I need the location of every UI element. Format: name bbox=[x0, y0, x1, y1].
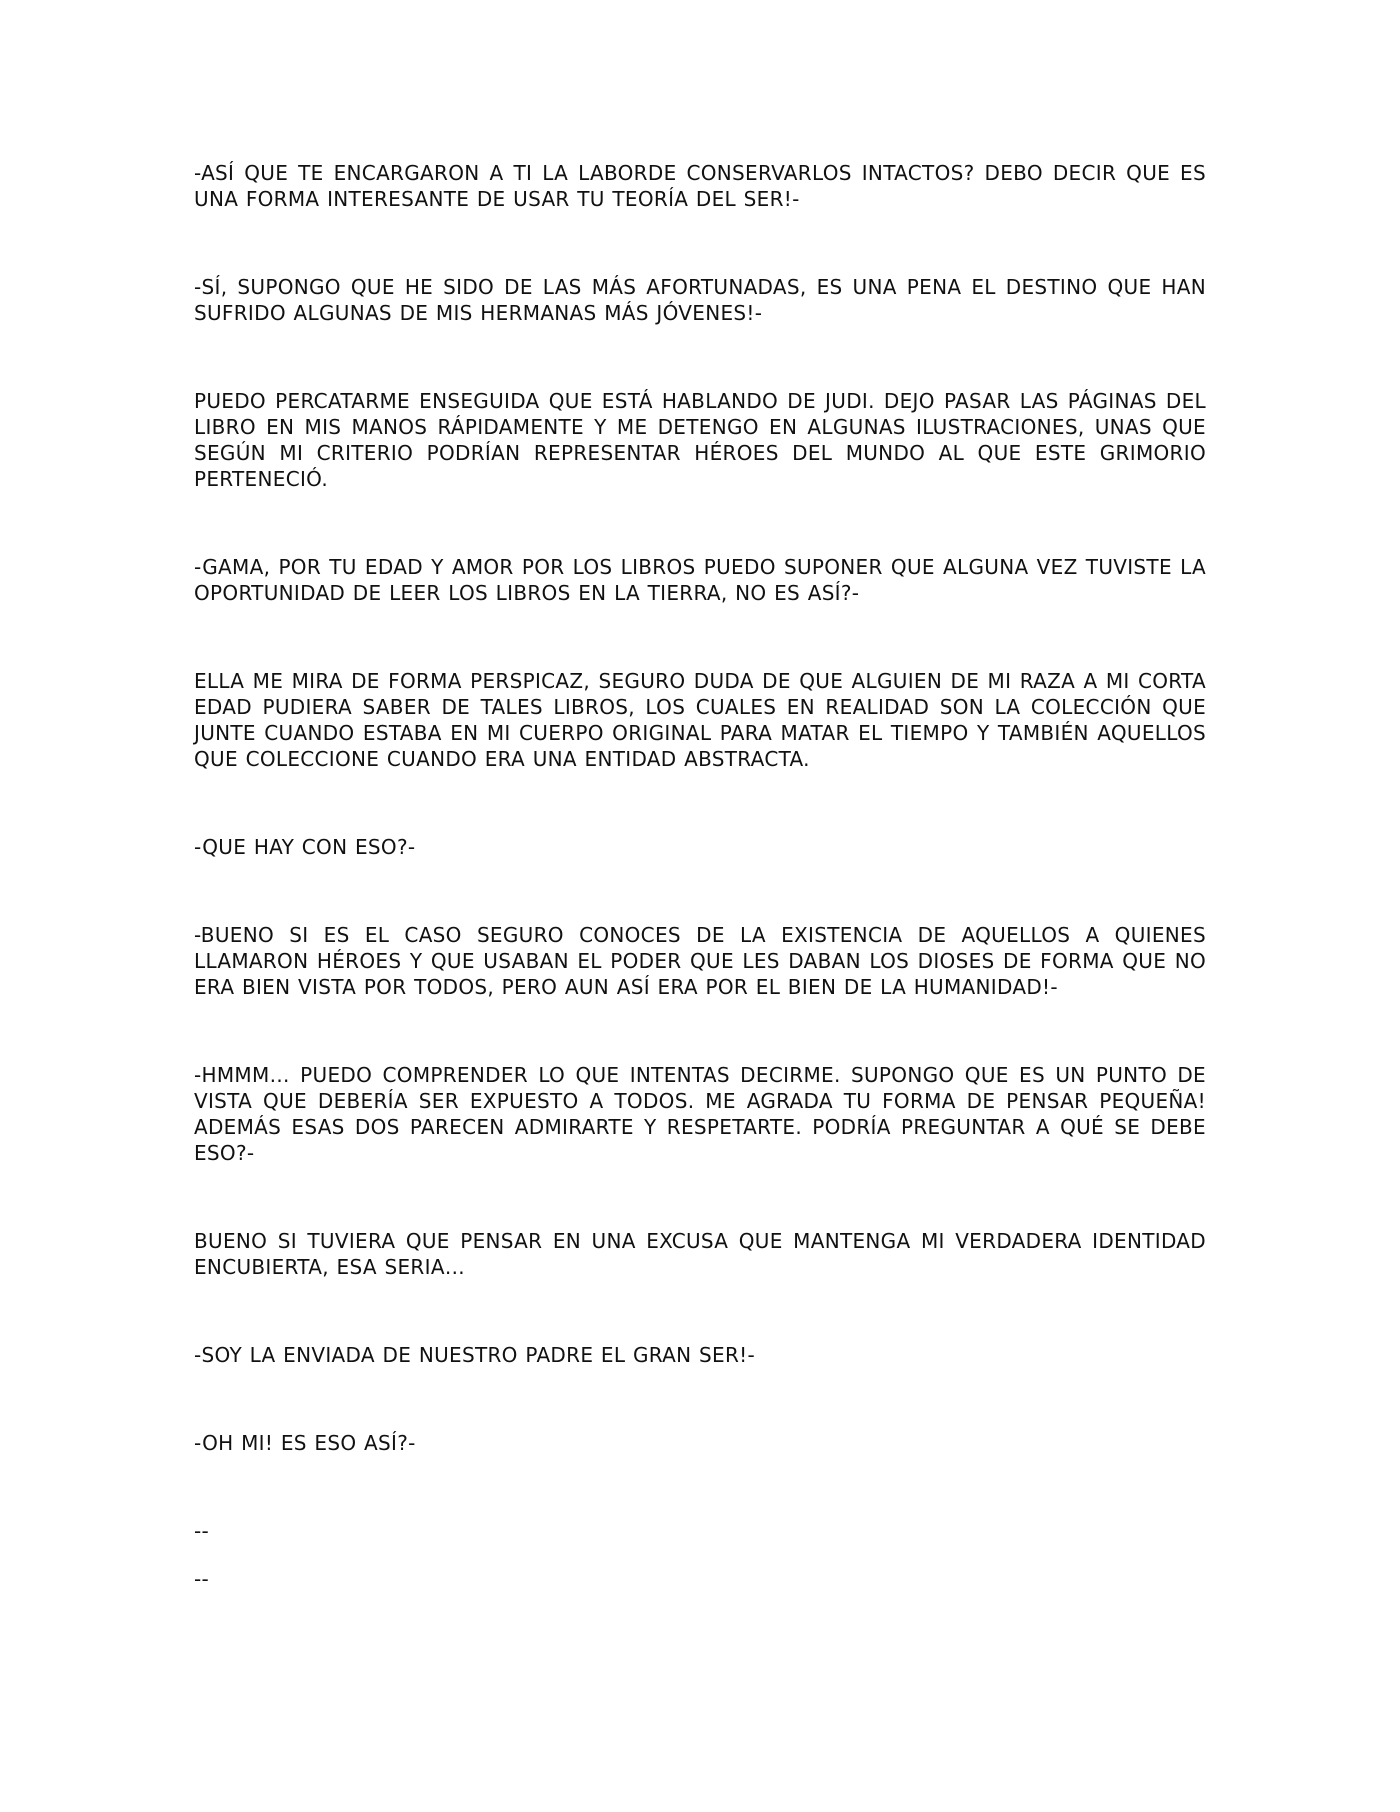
document-body bbox=[194, 160, 1206, 1592]
paragraph: -BUENO SI ES EL CASO SEGURO CONOCES DE LA EXISTENCIA DE AQUELLOS A QUIENES LLAMARON HÉROES Y QUE USABAN EL PODER QUE LES DABAN LOS DIOSES DE FORMA QUE NO ERA BIEN VISTA POR TODOS, PERO AUN ASÍ ERA POR EL BIEN DE LA HUMANIDAD!- bbox=[194, 923, 1206, 999]
section-dash: -- bbox=[194, 1519, 210, 1543]
paragraph: -GAMA, POR TU EDAD Y AMOR POR LOS LIBROS PUEDO SUPONER QUE ALGUNA VEZ TUVISTE LA OPORTUNIDAD DE LEER LOS LIBROS EN LA TIERRA, NO ES ASÍ?- bbox=[194, 555, 1206, 605]
paragraph: ELLA ME MIRA DE FORMA PERSPICAZ, SEGURO DUDA DE QUE ALGUIEN DE MI RAZA A MI CORTA EDAD PUDIERA SABER DE TALES LIBROS, LOS CUALES EN REALIDAD SON LA COLECCIÓN QUE JUNTE CUANDO ESTABA EN MI CUERPO ORIGINAL PARA MATAR EL TIEMPO Y TAMBIÉN AQUELLOS QUE COLECCIONE CUANDO ERA UNA ENTIDAD ABSTRACTA. bbox=[194, 669, 1206, 771]
paragraph: -QUE HAY CON ESO?- bbox=[194, 835, 416, 859]
section-dash: -- bbox=[194, 1567, 210, 1591]
paragraph: -ASÍ QUE TE ENCARGARON A TI LA LABORDE CONSERVARLOS INTACTOS? DEBO DECIR QUE ES UNA FORMA INTERESANTE DE USAR TU TEORÍA DEL SER!- bbox=[194, 161, 1206, 211]
paragraph: -SÍ, SUPONGO QUE HE SIDO DE LAS MÁS AFORTUNADAS, ES UNA PENA EL DESTINO QUE HAN SUFRIDO ALGUNAS DE MIS HERMANAS MÁS JÓVENES!- bbox=[194, 275, 1206, 325]
paragraph: -SOY LA ENVIADA DE NUESTRO PADRE EL GRAN SER!- bbox=[194, 1343, 755, 1367]
paragraph: -HMMM… PUEDO COMPRENDER LO QUE INTENTAS DECIRME. SUPONGO QUE ES UN PUNTO DE VISTA QUE DEBERÍA SER EXPUESTO A TODOS. ME AGRADA TU FORMA DE PENSAR PEQUEÑA! ADEMÁS ESAS DOS PARECEN ADMIRARTE Y RESPETARTE. PODRÍA PREGUNTAR A QUÉ SE DEBE ESO?- bbox=[194, 1063, 1206, 1165]
paragraph: PUEDO PERCATARME ENSEGUIDA QUE ESTÁ HABLANDO DE JUDI. DEJO PASAR LAS PÁGINAS DEL LIBRO EN MIS MANOS RÁPIDAMENTE Y ME DETENGO EN ALGUNAS ILUSTRACIONES, UNAS QUE SEGÚN MI CRITERIO PODRÍAN REPRESENTAR HÉROES DEL MUNDO AL QUE ESTE GRIMORIO PERTENECIÓ. bbox=[194, 389, 1206, 491]
paragraph: BUENO SI TUVIERA QUE PENSAR EN UNA EXCUSA QUE MANTENGA MI VERDADERA IDENTIDAD ENCUBIERTA, ESA SERIA… bbox=[194, 1229, 1206, 1279]
paragraph: -OH MI! ES ESO ASÍ?- bbox=[194, 1431, 416, 1455]
